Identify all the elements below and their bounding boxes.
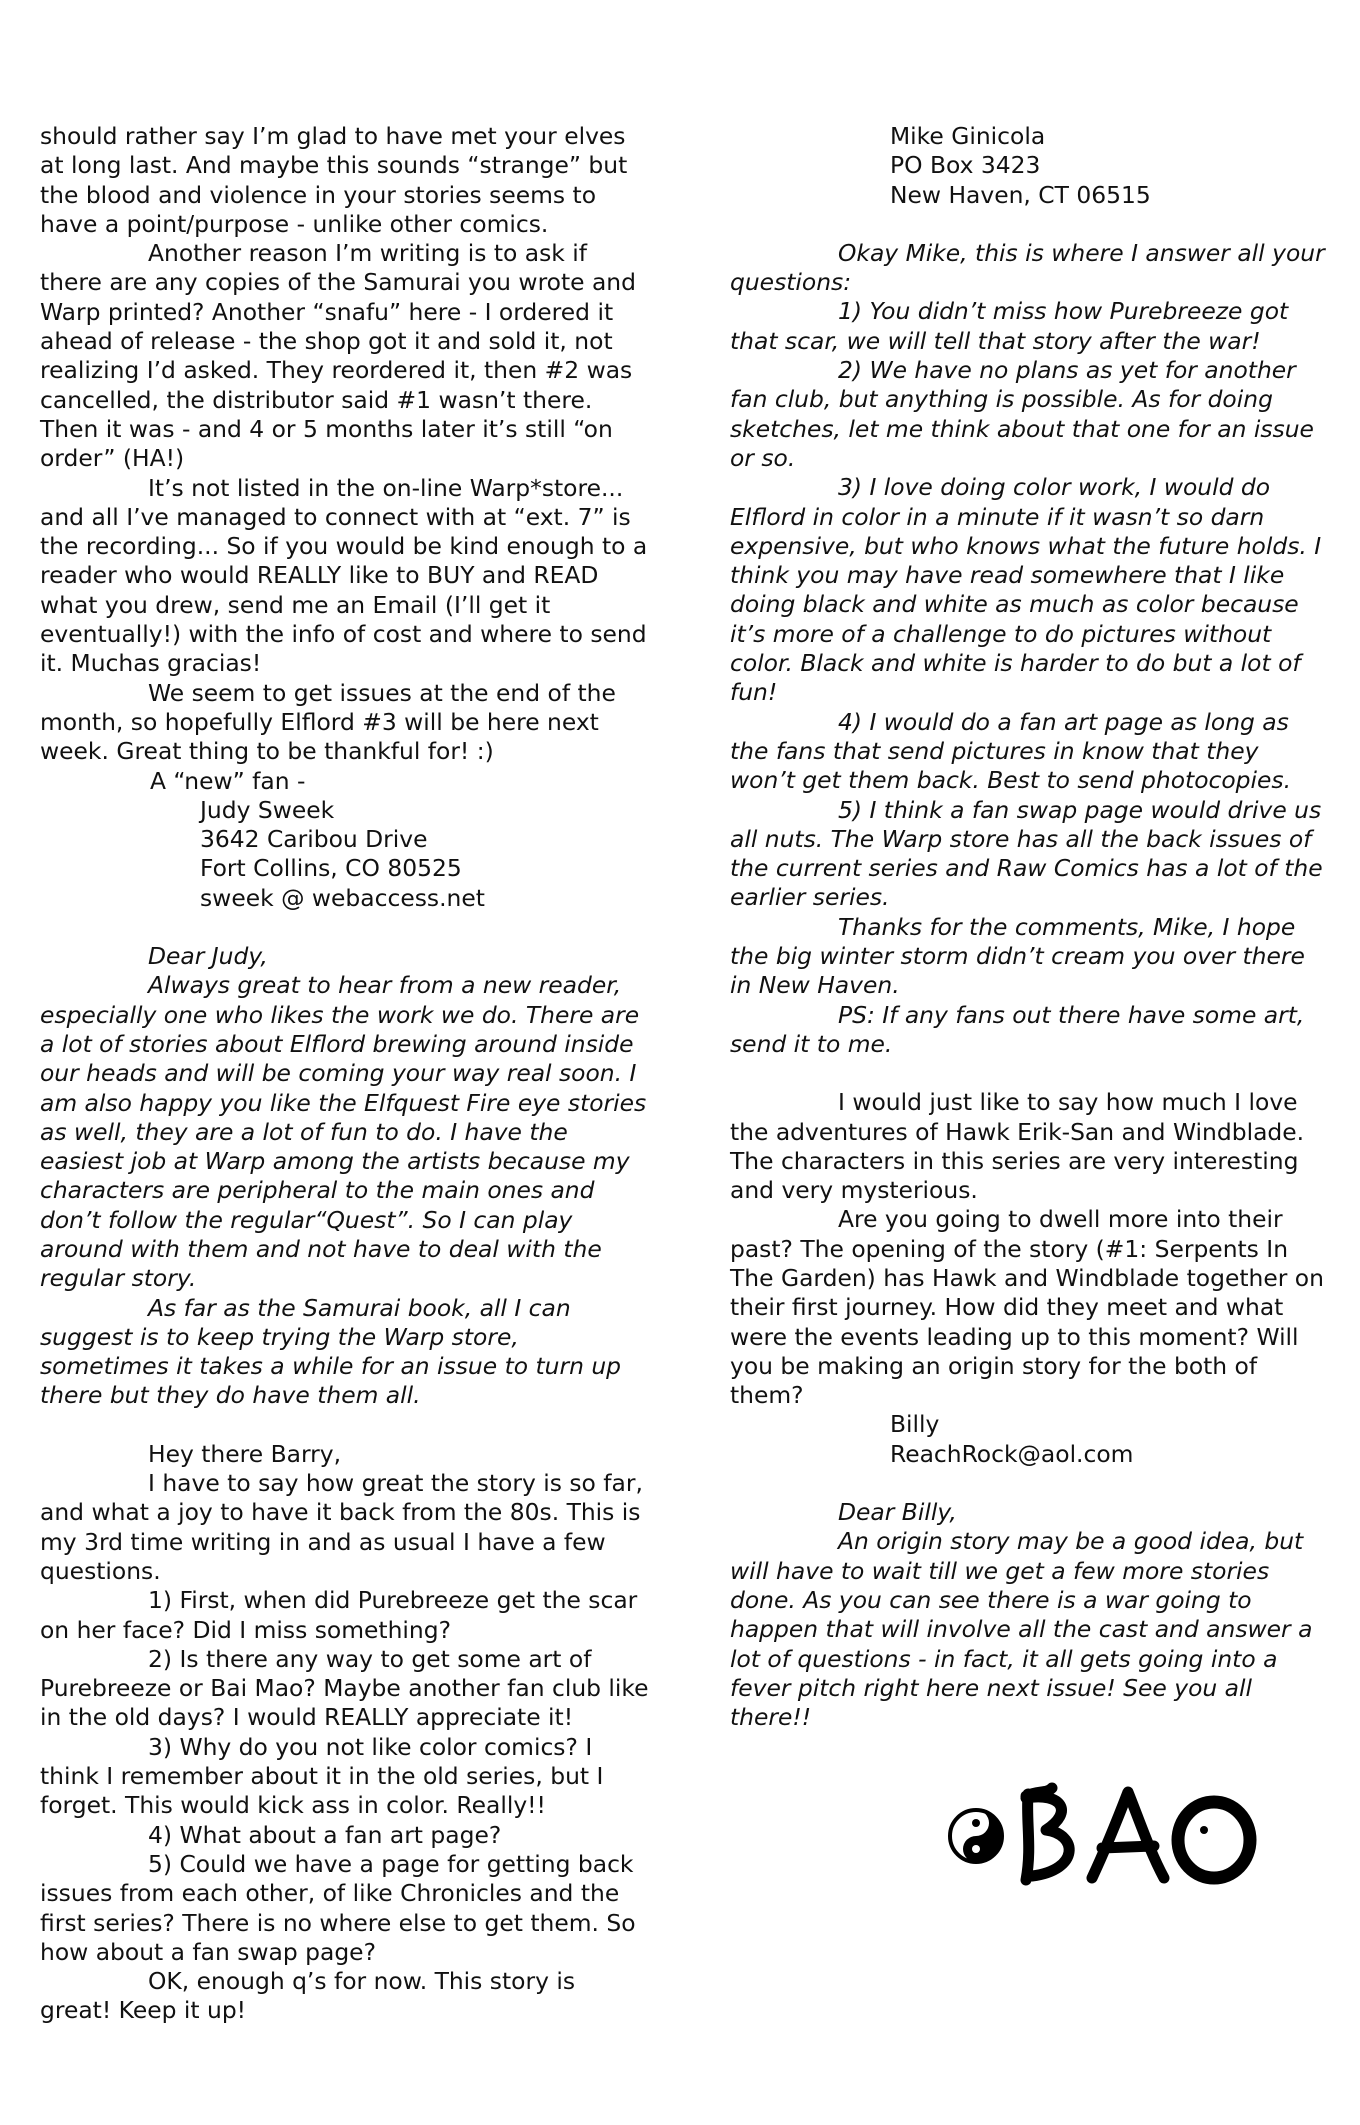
paragraph-gap <box>730 1469 1325 1498</box>
letter-paragraph: We seem to get issues at the end of the month, so hopefully Elflord #3 will be here next week. Great thing to be thankful for! :) <box>40 678 616 766</box>
letter-paragraph: I have to say how great the story is so far, and what a joy to have it back from the 80s. This is my 3rd time writing in and as usual I have a few questions. <box>40 1469 643 1585</box>
letter-paragraph: Hey there Barry, <box>148 1439 342 1468</box>
paragraph-gap <box>40 913 650 942</box>
letter-paragraph: 3) I love doing color work, I would do Elflord in color in a minute if it wasn’t so darn expensive, but who knows what the future holds. I think you may have read somewhere that I like doing black and white as much as color because it’s more of a challenge to do pictures without color. Black and white is harder to do but a lot of fun! <box>730 473 1322 707</box>
letter-paragraph: 5) Could we have a page for getting back issues from each other, of like Chronicles and the first series? There is no where else to get them. So how about a fan swap page? <box>40 1849 636 1966</box>
letter-paragraph: PS: If any fans out there have some art, send it to me. <box>730 1000 1305 1058</box>
letter-paragraph: Dear Judy, <box>148 942 268 971</box>
paragraph-gap <box>730 210 1325 239</box>
letter-paragraph: Always great to hear from a new reader, especially one who likes the work we do. There are a lot of stories about Elflord brewing around inside our heads and will be coming your way real soon. I am also happy you like the Elfquest Fire eye stories as well, they are a lot of fun to do. I have the easiest job at Warp among the artists because my characters are peripheral to the main ones and don’t follow the regular“Quest”. So I can play around with them and not have to deal with the regular story. <box>40 971 647 1293</box>
letter-paragraph: Mike Ginicola <box>890 122 1046 150</box>
letter-paragraph: It’s not listed in the on-line Warp*store... and all I’ve managed to connect with at “ext. 7” is the recording... So if you would be kind enough to a reader who would REALLY like to BUY and READ what you drew, send me an Email (I’ll get it eventually!) with the info of cost and where to send it. Muchas gracias! <box>40 473 648 678</box>
letter-paragraph: 1) You didn’t miss how Purebreeze got that scar, we will tell that story after the war! <box>730 297 1289 355</box>
letter-paragraph: 2) We have no plans as yet for another fan club, but anything is possible. As for doing sketches, let me think about that one for an issue or so. <box>730 356 1314 472</box>
letter-paragraph: Are you going to dwell more into their past? The opening of the story (#1: Serpents In The Garden) has Hawk and Windblade together on their first journey. How did they meet and what were the events leading up to this moment? Will you be making an origin story for the both of them? <box>730 1205 1324 1410</box>
right-column <box>730 122 1325 1732</box>
letter-paragraph: 4) I would do a fan art page as long as the fans that send pictures in know that they won’t get them back. Best to send photocopies. <box>730 707 1292 795</box>
bao-signature <box>942 1778 1262 1890</box>
letter-paragraph: Billy <box>890 1410 940 1439</box>
letter-paragraph: sweek @ webaccess.net <box>200 883 485 912</box>
letter-paragraph: Fort Collins, CO 80525 <box>200 854 462 883</box>
letter-paragraph: 1) First, when did Purebreeze get the scar on her face? Did I miss something? <box>40 1586 638 1644</box>
letter-paragraph: I would just like to say how much I love the adventures of Hawk Erik-San and Windblade. The characters in this series are very interesting and very mysterious. <box>730 1088 1305 1205</box>
letter-paragraph: 3642 Caribou Drive <box>200 825 428 854</box>
letter-paragraph: 5) I think a fan swap page would drive us all nuts. The Warp store has all the back issues of the current series and Raw Comics has a lot of the earlier series. <box>730 795 1323 912</box>
letter-paragraph: ReachRock@aol.com <box>890 1439 1134 1468</box>
letter-paragraph: A “new” fan - <box>150 766 306 795</box>
letter-paragraph: An origin story may be a good idea, but will have to wait till we get a few more stories done. As you can see there is a war going to happen that will involve all the cast and answer a lot of questions - in fact, it all gets going into a fever pitch right here next issue! See you all there!! <box>730 1527 1313 1732</box>
letter-paragraph: should rather say I’m glad to have met your elves at long last. And maybe this sounds “strange” but the blood and violence in your stories seems to have a point/purpose - unlike other comics. <box>40 122 628 238</box>
paragraph-gap <box>730 1059 1325 1088</box>
letter-paragraph: Dear Billy, <box>838 1498 957 1527</box>
paragraph-gap <box>40 1411 650 1440</box>
letter-paragraph: Okay Mike, this is where I answer all your questions: <box>730 238 1325 297</box>
letter-paragraph: Another reason I’m writing is to ask if there are any copies of the Samurai you wrote and Warp printed? Another “snafu” here - I ordered it ahead of release - the shop got it and sold it, not realizing I’d asked. They reordered it, then #2 was cancelled, the distributor said #1 wasn’t there. Then it was - and 4 or 5 months later it’s still “on order” (HA!) <box>40 239 636 473</box>
left-column <box>40 122 650 2026</box>
letter-paragraph: New Haven, CT 06515 <box>890 180 1151 209</box>
yin-yang-icon <box>942 1778 1262 1890</box>
letter-paragraph: 4) What about a fan art page? <box>148 1820 502 1849</box>
letter-paragraph: PO Box 3423 <box>890 151 1041 180</box>
letter-paragraph: As far as the Samurai book, all I can suggest is to keep trying the Warp store, sometimes it takes a while for an issue to turn up there but they do have them all. <box>40 1293 622 1410</box>
letter-paragraph: Thanks for the comments, Mike, I hope the big winter storm didn’t cream you over there in New Haven. <box>730 912 1305 1000</box>
letter-paragraph: 2) Is there any way to get some art of Purebreeze or Bai Mao? Maybe another fan club like in the old days? I would REALLY appreciate it! <box>40 1644 649 1732</box>
letter-paragraph: 3) Why do you not like color comics? I think I remember about it in the old series, but I forget. This would kick ass in color. Really!! <box>40 1732 604 1820</box>
letter-paragraph: OK, enough q’s for now. This story is great! Keep it up! <box>40 1967 576 2025</box>
letter-paragraph: Judy Sweek <box>200 795 335 824</box>
